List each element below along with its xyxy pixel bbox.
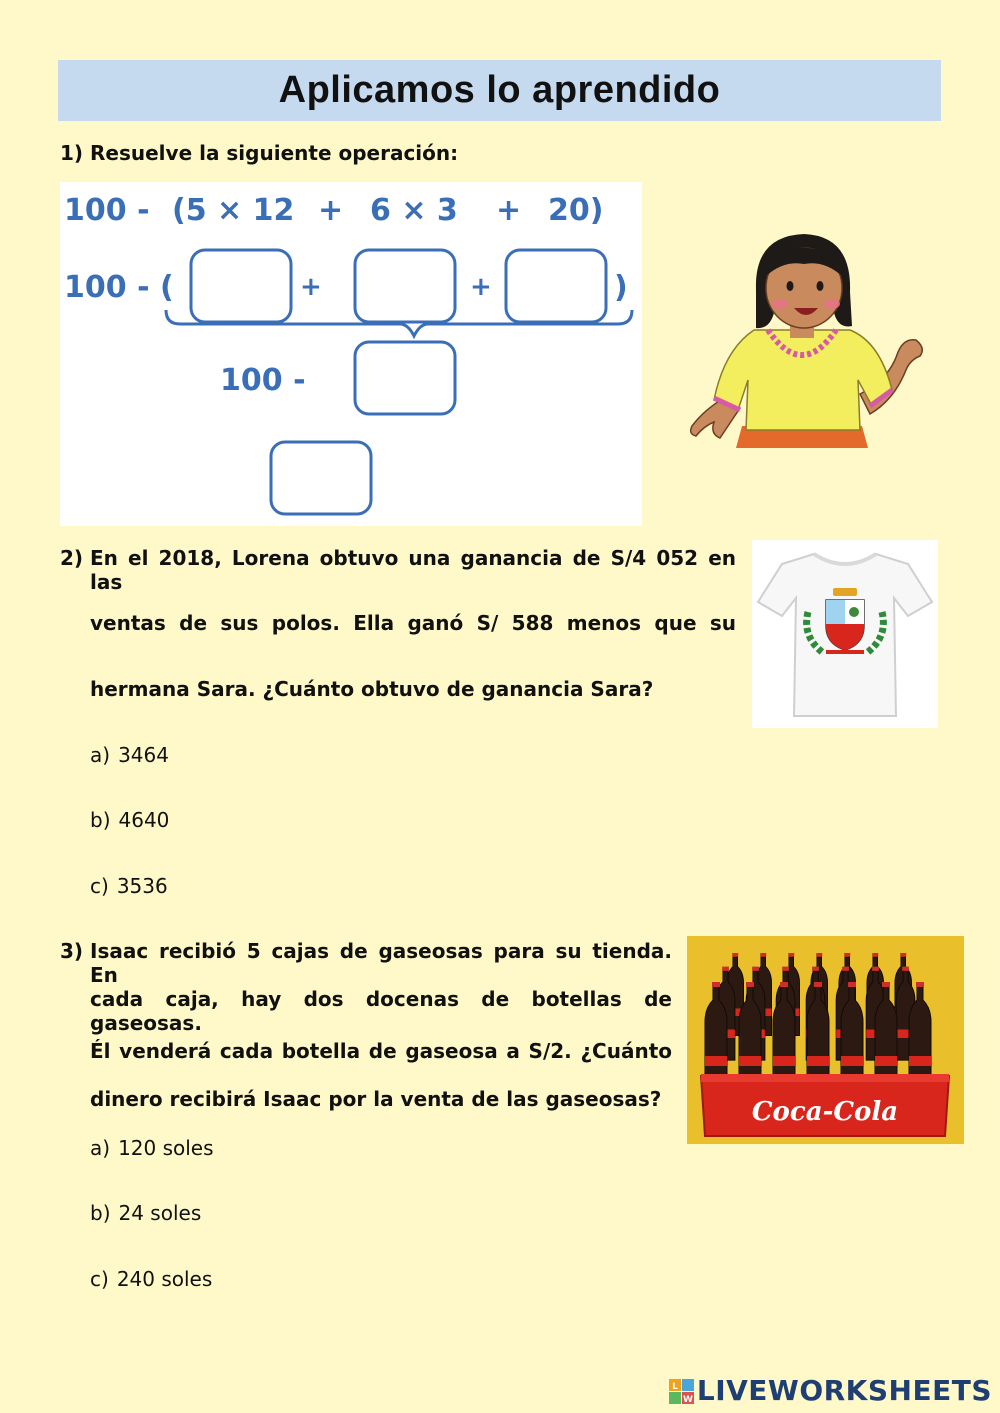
liveworksheets-wordmark: LIVEWORKSHEETS — [696, 1374, 992, 1407]
answer-box-product-2[interactable] — [355, 250, 455, 322]
option-letter: b) — [90, 1201, 111, 1225]
expr-row2-plus-1: + — [300, 272, 322, 302]
question-3-option-a[interactable] — [90, 1136, 214, 1160]
option-text: 120 soles — [118, 1136, 214, 1160]
question-1-number: 1) — [60, 141, 84, 165]
expr-term-6x3: 6 × 3 — [370, 193, 458, 228]
svg-text:W: W — [682, 1394, 693, 1405]
question-2-line-1: En el 2018, Lorena obtuvo una ganancia de S/4 052 en las — [90, 546, 736, 594]
crate-brand-logo: Coca-Cola — [751, 1097, 899, 1127]
question-2-line-3: hermana Sara. ¿Cuánto obtuvo de ganancia Sara? — [90, 677, 654, 701]
question-2-option-c[interactable] — [90, 874, 168, 898]
question-1-prompt: Resuelve la siguiente operación: — [90, 141, 459, 165]
expr-plus-2: + — [496, 193, 522, 228]
question-3-option-c[interactable] — [90, 1267, 212, 1291]
option-letter: a) — [90, 1136, 111, 1160]
question-3-line-1: Isaac recibió 5 cajas de gaseosas para su tienda. En — [90, 939, 672, 987]
option-letter: c) — [90, 874, 109, 898]
expr-row3-prefix: 100 - — [220, 363, 306, 398]
liveworksheets-badge-icon — [669, 1377, 695, 1405]
expr-plus-1: + — [318, 193, 344, 228]
answer-box-product-1[interactable] — [191, 250, 291, 322]
option-letter: c) — [90, 1267, 109, 1291]
answer-box-third-term[interactable] — [506, 250, 606, 322]
option-letter: b) — [90, 808, 111, 832]
soda-crate-image — [687, 936, 964, 1144]
option-text: 24 soles — [118, 1201, 202, 1225]
question-3-number: 3) — [60, 939, 84, 963]
question-3-option-b[interactable] — [90, 1201, 201, 1225]
answer-box-sum[interactable] — [355, 342, 455, 414]
page-title: Aplicamos lo aprendido — [278, 69, 721, 111]
expr-row2-close: ) — [614, 270, 628, 305]
girl-illustration — [684, 230, 930, 448]
option-text: 3464 — [118, 743, 169, 767]
option-text: 4640 — [118, 808, 170, 832]
question-2-option-a[interactable] — [90, 743, 169, 767]
question-3-line-2: cada caja, hay dos docenas de botellas de gaseosas. — [90, 987, 672, 1035]
liveworksheets-logo[interactable] — [669, 1374, 992, 1407]
title-banner — [58, 60, 941, 121]
expr-row2-prefix: 100 - ( — [64, 270, 174, 305]
operation-panel — [60, 182, 642, 526]
question-2-option-b[interactable] — [90, 808, 169, 832]
answer-box-final[interactable] — [271, 442, 371, 514]
svg-text:L: L — [672, 1381, 678, 1392]
expr-row2-plus-2: + — [470, 272, 492, 302]
option-text: 3536 — [116, 874, 168, 898]
question-2-number: 2) — [60, 546, 84, 570]
expr-term-20: 20) — [548, 193, 604, 228]
question-3-line-3: Él venderá cada botella de gaseosa a S/2. ¿Cuánto — [90, 1039, 672, 1063]
option-letter: a) — [90, 743, 111, 767]
expr-term-5x12: (5 × 12 — [172, 193, 295, 228]
question-3-line-4: dinero recibirá Isaac por la venta de las gaseosas? — [90, 1087, 662, 1111]
expr-term-100: 100 - — [64, 193, 150, 228]
question-2-line-2: ventas de sus polos. Ella ganó S/ 588 menos que su — [90, 611, 736, 635]
tshirt-image — [752, 540, 938, 728]
option-text: 240 soles — [116, 1267, 213, 1291]
